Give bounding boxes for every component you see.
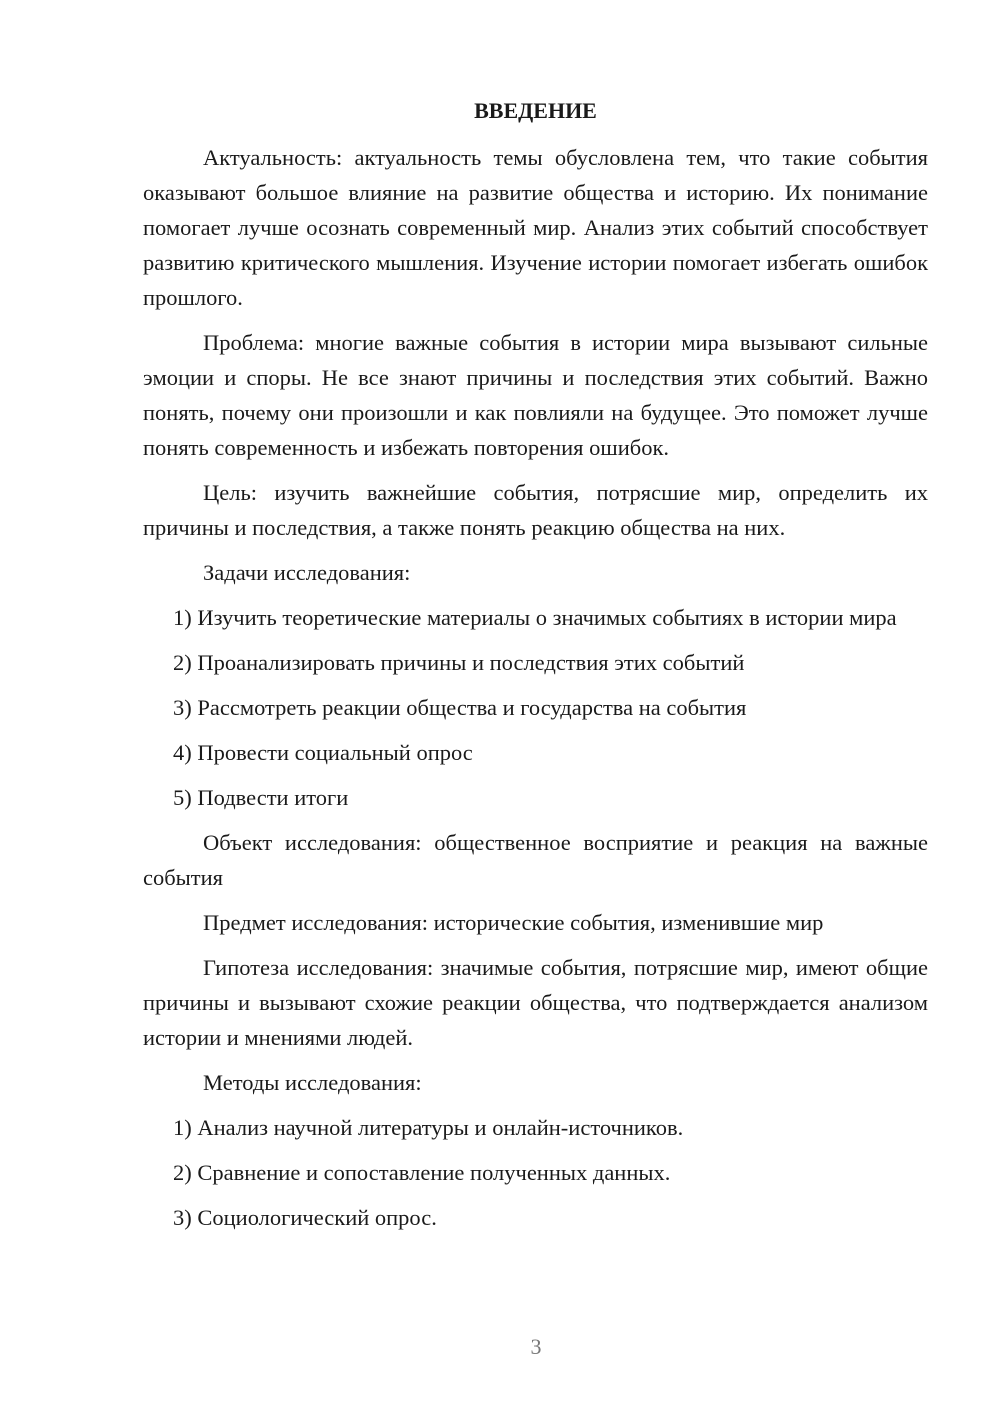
task-item: 5) Подвести итоги [173, 785, 349, 810]
document-body [143, 93, 928, 1245]
task-item: 3) Рассмотреть реакции общества и государства на события [173, 695, 747, 720]
problem-paragraph: Проблема: многие важные события в истории мира вызывают сильные эмоции и споры. Не все знают причины и последствия этих событий. Важно понять, почему они произошли и как повлияли на будущее. Это поможет лучше понять современность и избежать повторения ошибок. [143, 330, 928, 460]
object-paragraph: Объект исследования: общественное восприятие и реакция на важные события [143, 830, 928, 890]
page-number: 3 [530, 1334, 542, 1359]
goal-paragraph: Цель: изучить важнейшие события, потрясшие мир, определить их причины и последствия, а также понять реакцию общества на них. [143, 480, 928, 540]
hypothesis-paragraph: Гипотеза исследования: значимые события, потрясшие мир, имеют общие причины и вызывают схожие реакции общества, что подтверждается анализом истории и мнениями людей. [143, 955, 928, 1050]
method-item: 3) Социологический опрос. [173, 1205, 437, 1230]
method-item: 1) Анализ научной литературы и онлайн-источников. [173, 1115, 684, 1140]
task-item: 4) Провести социальный опрос [173, 740, 473, 765]
task-item: 2) Проанализировать причины и последствия этих событий [173, 650, 745, 675]
method-item: 2) Сравнение и сопоставление полученных данных. [173, 1160, 671, 1185]
methods-label: Методы исследования: [203, 1070, 422, 1095]
subject-paragraph: Предмет исследования: исторические события, изменившие мир [203, 910, 824, 935]
task-item: 1) Изучить теоретические материалы о значимых событиях в истории мира [173, 605, 897, 630]
tasks-label: Задачи исследования: [203, 560, 411, 585]
relevance-paragraph: Актуальность: актуальность темы обусловлена тем, что такие события оказывают большое влияние на развитие общества и историю. Их понимание помогает лучше осознать современный мир. Анализ этих событий способствует развитию критического мышления. Изучение истории помогает избегать ошибок прошлого. [143, 145, 928, 310]
page-title: ВВЕДЕНИЕ [474, 98, 597, 123]
